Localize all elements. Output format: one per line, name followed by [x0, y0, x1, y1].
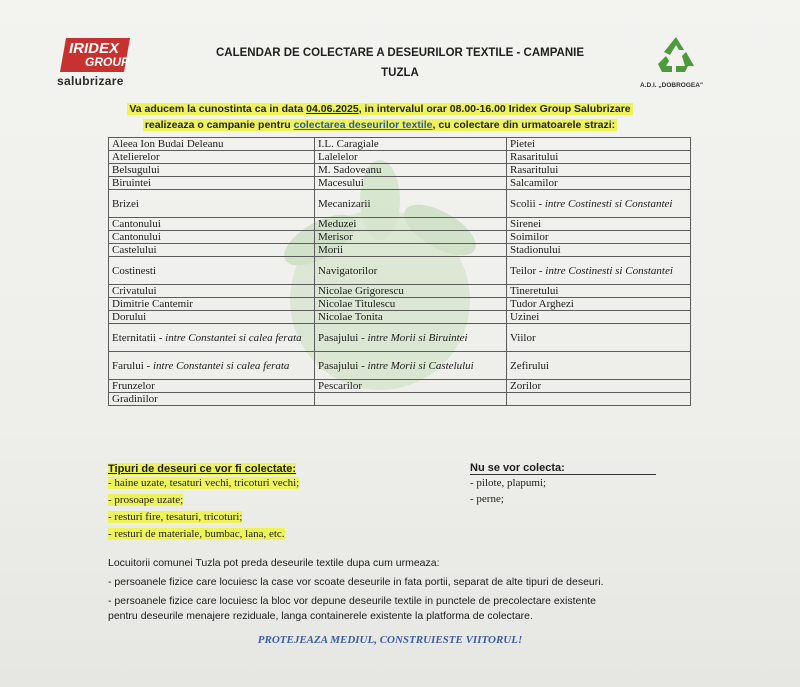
logo-line2: GROUP [85, 55, 130, 69]
street-cell [109, 352, 315, 380]
table-row [109, 380, 691, 393]
iridex-logo [55, 38, 135, 90]
street-cell [315, 352, 507, 380]
street-cell [507, 177, 691, 190]
table-row [109, 298, 691, 311]
street-cell [507, 218, 691, 231]
not-collected-item: - perne; [470, 493, 504, 505]
collected-item: - resturi fire, tesaturi, tricoturi; [108, 511, 243, 523]
table-row [109, 177, 691, 190]
street-name: Rasaritului [510, 164, 559, 176]
street-name: Viilor [510, 331, 536, 344]
street-name: Rasaritului [510, 151, 559, 163]
campaign-date: 04.06.2025 [306, 103, 359, 115]
street-segment-note: intre Costinesti si Constantei [544, 197, 673, 210]
collected-item: - prosoape uzate; [108, 494, 184, 506]
table-row [109, 151, 691, 164]
table-row [109, 393, 691, 406]
street-name: Tineretului [510, 285, 559, 297]
street-name: Merisor [318, 231, 353, 243]
street-name: Cantonului [112, 231, 161, 243]
street-cell [315, 298, 507, 311]
street-name: Macesului [318, 177, 364, 189]
street-cell [507, 352, 691, 380]
street-name: Soimilor [510, 231, 549, 243]
street-cell [109, 393, 315, 406]
instructions-houses: - persoanele fizice care locuiesc la case vor scoate deseurile in fata portii, separat de alte tipuri de deseuri. [108, 576, 604, 588]
title-line2: TUZLA [381, 67, 419, 79]
table-row [109, 352, 691, 380]
street-name: Nicolae Titulescu [318, 298, 396, 310]
street-cell [109, 218, 315, 231]
street-segment-note: intre Morii si Biruintei [367, 331, 468, 344]
slogan: PROTEJEAZA MEDIUL, CONSTRUIESTE VIITORUL! [257, 634, 523, 646]
street-cell [507, 244, 691, 257]
street-name: Biruintei [112, 177, 152, 189]
street-cell [109, 324, 315, 352]
street-cell [109, 164, 315, 177]
adi-dobrogea-logo [640, 34, 720, 94]
street-cell [507, 298, 691, 311]
textile-collection-link[interactable]: colectarea deseurilor textile [293, 119, 433, 131]
street-name: Belsugului [112, 164, 160, 176]
street-name: M. Sadoveanu [318, 164, 382, 176]
street-cell [315, 311, 507, 324]
street-name: Pasajului - [318, 331, 368, 344]
street-name: Stadionului [510, 244, 561, 256]
street-cell [315, 151, 507, 164]
street-cell [507, 285, 691, 298]
intro-text [120, 101, 640, 133]
street-cell [315, 257, 507, 285]
street-cell [109, 244, 315, 257]
intro-text-part: realizeaza o campanie pentru [144, 119, 294, 131]
street-cell [109, 231, 315, 244]
street-cell [109, 380, 315, 393]
street-cell [507, 231, 691, 244]
logo-line1: IRIDEX [69, 40, 120, 57]
street-name: Aleea Ion Budai Deleanu [112, 138, 224, 150]
street-cell [507, 164, 691, 177]
street-name: Eternitatii - [112, 331, 166, 344]
intro-text-part: , cu colectare din urmatoarele strazi: [432, 119, 616, 131]
street-name: Uzinei [510, 311, 540, 323]
not-collected-item: - pilote, plapumi; [470, 477, 547, 489]
street-name: Scolii - [510, 197, 545, 210]
street-segment-note: intre Morii si Castelului [367, 359, 474, 372]
intro-text-part: , in intervalul orar 08.00-16.00 Iridex Group Salubrizare [358, 103, 631, 115]
street-name: Zorilor [510, 380, 542, 392]
street-cell [507, 257, 691, 285]
street-cell [507, 138, 691, 151]
street-cell [109, 190, 315, 218]
street-name: Atelierelor [112, 151, 160, 163]
street-cell [507, 151, 691, 164]
street-name: Brizei [112, 197, 139, 210]
street-cell [109, 298, 315, 311]
street-cell [315, 164, 507, 177]
streets-table [108, 137, 691, 406]
street-name: Morii [318, 244, 344, 256]
page-title [195, 43, 605, 83]
street-name: Pietei [510, 138, 536, 150]
street-cell [315, 190, 507, 218]
street-name: Nicolae Tonita [318, 311, 383, 323]
street-segment-note: intre Costinesti si Constantei [545, 264, 673, 277]
street-cell [315, 218, 507, 231]
intro-text-part: Va aducem la cunostinta ca in data [129, 103, 307, 115]
street-cell [109, 138, 315, 151]
street-cell [109, 151, 315, 164]
street-name: Gradinilor [112, 393, 158, 405]
street-name: Lalelelor [318, 151, 358, 163]
street-name: Castelului [112, 244, 157, 256]
street-cell [315, 380, 507, 393]
street-name: Dorului [112, 311, 147, 323]
table-row [109, 324, 691, 352]
street-cell [109, 285, 315, 298]
collected-heading: Tipuri de deseuri ce vor fi colectate: [108, 463, 297, 475]
street-cell [315, 244, 507, 257]
street-name: Frunzelor [112, 380, 155, 392]
street-cell [315, 231, 507, 244]
street-name: Pescarilor [318, 380, 362, 392]
street-name: Farului - [112, 359, 153, 372]
instructions-blocks-line1: - persoanele fizice care locuiesc la bloc vor depune deseurile textile in punctele de precolectare existente [108, 595, 596, 607]
street-name: Tudor Arghezi [510, 298, 574, 310]
street-cell [315, 138, 507, 151]
instructions-blocks-line2: pentru deseurile menajere reziduale, langa containerele existente la platforma de colectare. [108, 610, 533, 622]
street-cell [315, 285, 507, 298]
street-cell [507, 380, 691, 393]
table-row [109, 164, 691, 177]
recycle-icon [652, 34, 700, 80]
street-name: I.L. Caragiale [318, 138, 379, 150]
street-cell [315, 393, 507, 406]
street-cell [109, 257, 315, 285]
street-cell [315, 324, 507, 352]
street-name: Zefirului [510, 359, 550, 372]
table-row [109, 285, 691, 298]
street-name: Mecanizarii [318, 197, 371, 210]
street-name: Cantonului [112, 218, 161, 230]
street-cell [507, 190, 691, 218]
table-row [109, 138, 691, 151]
street-cell [507, 393, 691, 406]
table-row [109, 244, 691, 257]
street-name: Pasajului - [318, 359, 368, 372]
table-row [109, 218, 691, 231]
street-name: Navigatorilor [318, 264, 378, 277]
title-line1: CALENDAR DE COLECTARE A DESEURILOR TEXTILE - CAMPANIE [215, 47, 584, 59]
street-name: Dimitrie Cantemir [112, 298, 193, 310]
table-row [109, 190, 691, 218]
table-row [109, 231, 691, 244]
table-row [109, 311, 691, 324]
collected-item: - haine uzate, tesaturi vechi, tricoturi vechi; [108, 477, 300, 489]
not-collected-section [470, 462, 656, 507]
street-name: Nicolae Grigorescu [318, 285, 404, 297]
street-name: Costinesti [112, 264, 157, 277]
street-name: Teilor - [510, 264, 546, 277]
not-collected-heading: Nu se vor colecta: [470, 462, 656, 475]
street-name: Salcamilor [510, 177, 558, 189]
logo-line3: salubrizare [57, 74, 124, 88]
logo-caption: A.D.I. „DOBROGEA" [640, 82, 704, 89]
street-cell [315, 177, 507, 190]
street-cell [507, 324, 691, 352]
table-row [109, 257, 691, 285]
street-name: Sirenei [510, 218, 542, 230]
instructions-intro: Locuitorii comunei Tuzla pot preda deseurile textile dupa cum urmeaza: [108, 557, 440, 569]
street-cell [109, 311, 315, 324]
instructions-section [108, 556, 648, 624]
collected-types-section [108, 463, 299, 543]
street-segment-note: intre Constantei si calea ferata [152, 359, 290, 372]
street-segment-note: intre Constantei si calea ferata [165, 331, 302, 344]
street-cell [507, 311, 691, 324]
street-name: Meduzei [318, 218, 357, 230]
street-name: Crivatului [112, 285, 157, 297]
street-cell [109, 177, 315, 190]
collected-item: - resturi de materiale, bumbac, lana, etc. [108, 528, 285, 540]
